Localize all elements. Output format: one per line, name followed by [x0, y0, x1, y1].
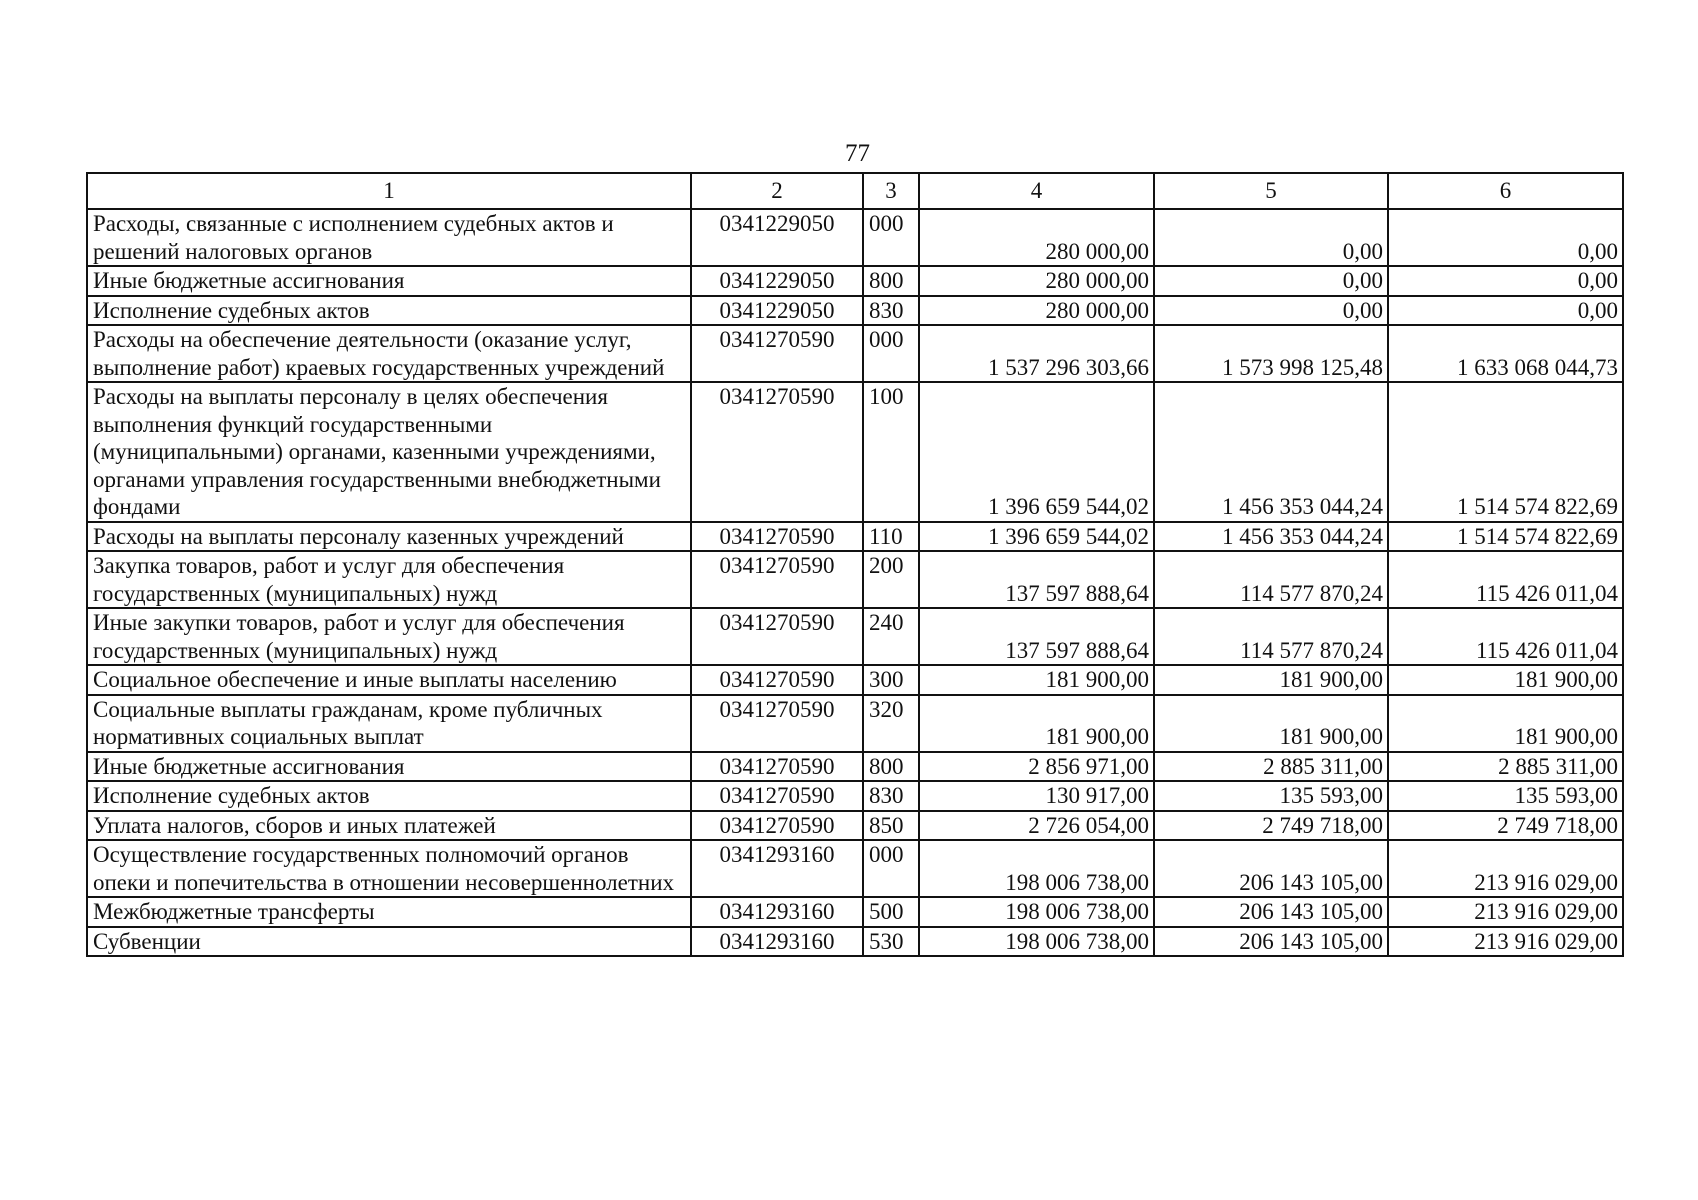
expense-name-cell: Уплата налогов, сборов и иных платежей	[87, 811, 691, 841]
target-article-code-cell: 0341293160	[691, 840, 863, 897]
amount-col5-cell: 0,00	[1154, 209, 1388, 266]
target-article-code-cell: 0341229050	[691, 266, 863, 296]
amount-col6-cell: 0,00	[1388, 296, 1623, 326]
expense-name-cell: Закупка товаров, работ и услуг для обеспечения государственных (муниципальных) нужд	[87, 551, 691, 608]
amount-col5-cell: 0,00	[1154, 296, 1388, 326]
amount-col6-cell: 2 885 311,00	[1388, 752, 1623, 782]
table-row	[87, 840, 1623, 897]
header-cell: 4	[919, 173, 1154, 209]
expense-type-code-cell: 110	[863, 522, 919, 552]
target-article-code-cell: 0341270590	[691, 781, 863, 811]
amount-col5-cell: 135 593,00	[1154, 781, 1388, 811]
amount-col6-cell: 213 916 029,00	[1388, 897, 1623, 927]
table-row	[87, 551, 1623, 608]
expense-type-code-cell: 800	[863, 266, 919, 296]
amount-col5-cell: 2 885 311,00	[1154, 752, 1388, 782]
expense-type-code-cell: 240	[863, 608, 919, 665]
amount-col6-cell: 1 633 068 044,73	[1388, 325, 1623, 382]
amount-col5-cell: 181 900,00	[1154, 665, 1388, 695]
expense-name-cell: Расходы на выплаты персоналу казенных учреждений	[87, 522, 691, 552]
header-cell: 5	[1154, 173, 1388, 209]
amount-col4-cell: 181 900,00	[919, 665, 1154, 695]
header-cell: 1	[87, 173, 691, 209]
amount-col6-cell: 181 900,00	[1388, 665, 1623, 695]
amount-col5-cell: 0,00	[1154, 266, 1388, 296]
target-article-code-cell: 0341270590	[691, 665, 863, 695]
amount-col4-cell: 1 396 659 544,02	[919, 522, 1154, 552]
expense-type-code-cell: 300	[863, 665, 919, 695]
budget-table	[86, 172, 1624, 957]
expense-type-code-cell: 320	[863, 695, 919, 752]
amount-col4-cell: 198 006 738,00	[919, 840, 1154, 897]
table-row	[87, 325, 1623, 382]
amount-col6-cell: 213 916 029,00	[1388, 840, 1623, 897]
amount-col4-cell: 137 597 888,64	[919, 551, 1154, 608]
amount-col5-cell: 206 143 105,00	[1154, 927, 1388, 957]
amount-col4-cell: 2 856 971,00	[919, 752, 1154, 782]
amount-col6-cell: 135 593,00	[1388, 781, 1623, 811]
header-cell: 3	[863, 173, 919, 209]
amount-col6-cell: 0,00	[1388, 266, 1623, 296]
table-header-row	[87, 173, 1623, 209]
amount-col6-cell: 1 514 574 822,69	[1388, 522, 1623, 552]
amount-col4-cell: 181 900,00	[919, 695, 1154, 752]
expense-type-code-cell: 800	[863, 752, 919, 782]
expense-name-cell: Расходы на выплаты персоналу в целях обеспечения выполнения функций государственными (муниципальными) органами, казенными учреждениями, органами управления государственными внебюджетными фондами	[87, 382, 691, 522]
expense-name-cell: Исполнение судебных актов	[87, 781, 691, 811]
target-article-code-cell: 0341270590	[691, 551, 863, 608]
amount-col6-cell: 181 900,00	[1388, 695, 1623, 752]
expense-name-cell: Социальные выплаты гражданам, кроме публичных нормативных социальных выплат	[87, 695, 691, 752]
amount-col6-cell: 115 426 011,04	[1388, 551, 1623, 608]
table-row	[87, 266, 1623, 296]
expense-type-code-cell: 100	[863, 382, 919, 522]
amount-col4-cell: 280 000,00	[919, 209, 1154, 266]
expense-name-cell: Субвенции	[87, 927, 691, 957]
amount-col6-cell: 213 916 029,00	[1388, 927, 1623, 957]
expense-type-code-cell: 200	[863, 551, 919, 608]
expense-type-code-cell: 830	[863, 296, 919, 326]
target-article-code-cell: 0341229050	[691, 296, 863, 326]
table-row	[87, 608, 1623, 665]
expense-name-cell: Межбюджетные трансферты	[87, 897, 691, 927]
table-row	[87, 927, 1623, 957]
amount-col6-cell: 1 514 574 822,69	[1388, 382, 1623, 522]
amount-col5-cell: 114 577 870,24	[1154, 608, 1388, 665]
amount-col4-cell: 1 396 659 544,02	[919, 382, 1154, 522]
table-row	[87, 695, 1623, 752]
amount-col4-cell: 2 726 054,00	[919, 811, 1154, 841]
expense-type-code-cell: 500	[863, 897, 919, 927]
expense-name-cell: Расходы, связанные с исполнением судебных актов и решений налоговых органов	[87, 209, 691, 266]
amount-col4-cell: 280 000,00	[919, 296, 1154, 326]
table-row	[87, 897, 1623, 927]
target-article-code-cell: 0341293160	[691, 927, 863, 957]
table-row	[87, 209, 1623, 266]
target-article-code-cell: 0341270590	[691, 695, 863, 752]
amount-col4-cell: 130 917,00	[919, 781, 1154, 811]
amount-col6-cell: 2 749 718,00	[1388, 811, 1623, 841]
amount-col5-cell: 1 573 998 125,48	[1154, 325, 1388, 382]
expense-type-code-cell: 850	[863, 811, 919, 841]
expense-type-code-cell: 000	[863, 840, 919, 897]
amount-col4-cell: 280 000,00	[919, 266, 1154, 296]
amount-col6-cell: 115 426 011,04	[1388, 608, 1623, 665]
target-article-code-cell: 0341270590	[691, 522, 863, 552]
amount-col5-cell: 181 900,00	[1154, 695, 1388, 752]
amount-col4-cell: 198 006 738,00	[919, 927, 1154, 957]
expense-name-cell: Иные бюджетные ассигнования	[87, 266, 691, 296]
expense-type-code-cell: 530	[863, 927, 919, 957]
expense-type-code-cell: 000	[863, 325, 919, 382]
target-article-code-cell: 0341270590	[691, 382, 863, 522]
target-article-code-cell: 0341270590	[691, 325, 863, 382]
amount-col5-cell: 114 577 870,24	[1154, 551, 1388, 608]
table-row	[87, 522, 1623, 552]
target-article-code-cell: 0341270590	[691, 752, 863, 782]
amount-col4-cell: 137 597 888,64	[919, 608, 1154, 665]
table-row	[87, 811, 1623, 841]
target-article-code-cell: 0341293160	[691, 897, 863, 927]
expense-type-code-cell: 830	[863, 781, 919, 811]
amount-col4-cell: 1 537 296 303,66	[919, 325, 1154, 382]
target-article-code-cell: 0341270590	[691, 608, 863, 665]
header-cell: 6	[1388, 173, 1623, 209]
target-article-code-cell: 0341270590	[691, 811, 863, 841]
expense-name-cell: Осуществление государственных полномочий органов опеки и попечительства в отношении несовершеннолетних	[87, 840, 691, 897]
table-row	[87, 296, 1623, 326]
expense-name-cell: Иные бюджетные ассигнования	[87, 752, 691, 782]
table-row	[87, 665, 1623, 695]
expense-name-cell: Расходы на обеспечение деятельности (оказание услуг, выполнение работ) краевых государственных учреждений	[87, 325, 691, 382]
amount-col4-cell: 198 006 738,00	[919, 897, 1154, 927]
page-number: 77	[845, 140, 870, 167]
target-article-code-cell: 0341229050	[691, 209, 863, 266]
table-row	[87, 382, 1623, 522]
amount-col5-cell: 1 456 353 044,24	[1154, 382, 1388, 522]
amount-col5-cell: 1 456 353 044,24	[1154, 522, 1388, 552]
amount-col5-cell: 2 749 718,00	[1154, 811, 1388, 841]
amount-col6-cell: 0,00	[1388, 209, 1623, 266]
amount-col5-cell: 206 143 105,00	[1154, 840, 1388, 897]
expense-type-code-cell: 000	[863, 209, 919, 266]
table-row	[87, 781, 1623, 811]
expense-name-cell: Иные закупки товаров, работ и услуг для обеспечения государственных (муниципальных) нужд	[87, 608, 691, 665]
expense-name-cell: Исполнение судебных актов	[87, 296, 691, 326]
header-cell: 2	[691, 173, 863, 209]
table-row	[87, 752, 1623, 782]
expense-name-cell: Социальное обеспечение и иные выплаты населению	[87, 665, 691, 695]
amount-col5-cell: 206 143 105,00	[1154, 897, 1388, 927]
